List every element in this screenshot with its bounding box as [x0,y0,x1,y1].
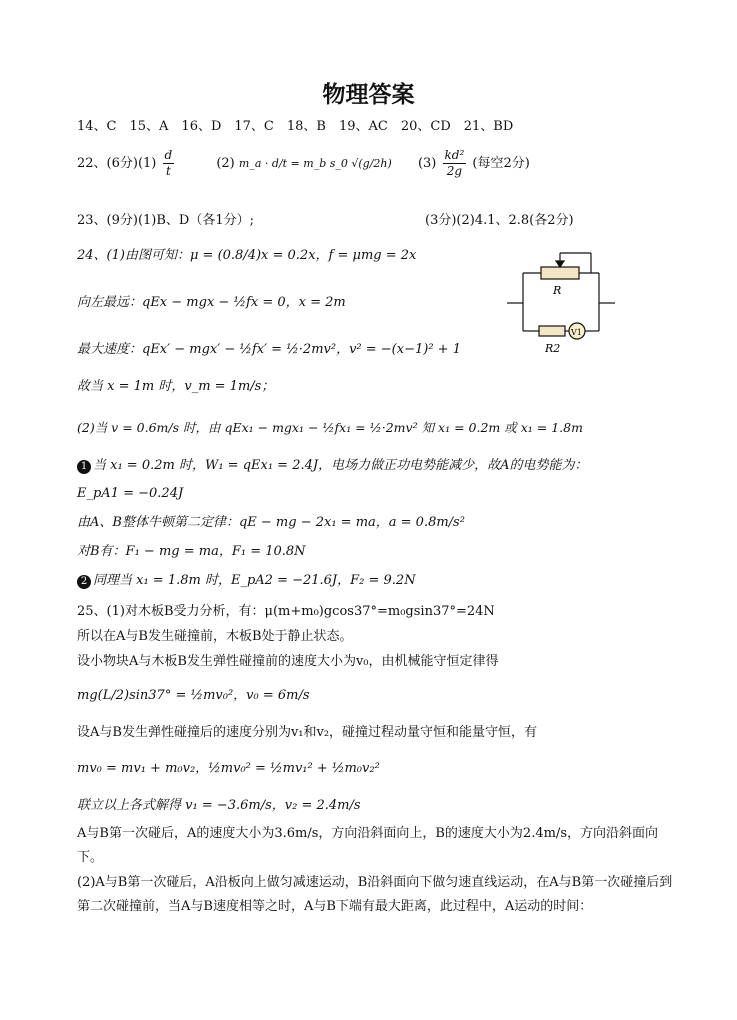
q23-line-left: 23、(9分)(1)B、D（各1分）; [77,213,254,228]
circuit-diagram [505,246,617,356]
circuit-label-r: R [553,284,562,297]
circuit-label-r2: R2 [545,342,561,355]
q25-line-1: 25、(1)对木板B受力分析，有：μ(m+m₀)gcos37°=m₀gsin37°=24N [77,604,495,619]
circled-number-2: 2 [77,575,91,589]
q25-line-4: mg(L/2)sin37° = ½mv₀²，v₀ = 6m/s [77,688,310,703]
q23-line-right: (3分)(2)4.1、2.8(各2分) [425,213,574,228]
q22-part3-num: kd² [444,148,465,162]
q24-line-3: 最大速度：qEx′ − mgx′ − ½fx′ = ½·2mv²，v² = −(x−1)² + 1 [77,342,461,357]
circuit-label-v: V1 [571,328,582,337]
q24-line-8: 由A、B整体牛顿第二定律：qE − mg − 2x₁ = ma，a = 0.8m/s² [77,515,465,530]
q24-line-1: 24、(1)由图可知：μ = (0.8/4)x = 0.2x，f = μmg = 2x [77,248,417,263]
q22-part2-label: (2) [216,156,235,171]
q22-part1-num: d [164,148,173,162]
q24-line-7: E_pA1 = −0.24J [77,486,184,501]
q24-line-6 [77,457,677,475]
page-title: 物理答案 [322,82,415,108]
q22-note: (每空2分) [472,156,530,171]
mc-answers: 14、C 15、A 16、D 17、C 18、B 19、AC 20、CD 21、BD [77,119,514,134]
q22-line [77,146,677,182]
q25-line-5: 设A与B发生弹性碰撞后的速度分别为v₁和v₂，碰撞过程动量守恒和能量守恒，有 [77,725,538,740]
q24-line-4: 故当 x = 1m 时，v_m = 1m/s； [77,379,275,394]
q24-line-10 [77,572,677,590]
q25-line-9: (2)A与B第一次碰后，A沿板向上做匀减速运动，B沿斜面向下做匀速直线运动，在A与B第一次碰撞后到第二次碰撞前，当A与B速度相等之时，A与B下端有最大距离，此过程中，A运动的时间： [77,875,673,914]
q24-line-5: (2)当 v = 0.6m/s 时，由 qEx₁ − mgx₁ − ½fx₁ = ½·2mv² 知 x₁ = 0.2m 或 x₁ = 1.8m [77,420,583,435]
q24-line-9: 对B有：F₁ − mg = ma，F₁ = 10.8N [77,544,306,559]
q25-line-6: mv₀ = mv₁ + m₀v₂，½mv₀² = ½mv₁² + ½m₀v₂² [77,761,380,776]
q25-line-7: 联立以上各式解得 v₁ = −3.6m/s，v₂ = 2.4m/s [77,798,361,813]
q22-prefix: 22、(6分)(1) [77,156,157,171]
q24-line-10-text: 同理当 x₁ = 1.8m 时，E_pA2 = −21.6J，F₂ = 9.2N [93,573,416,588]
q25-line-8: A与B第一次碰后，A的速度大小为3.6m/s，方向沿斜面向上，B的速度大小为2.4m/s，方向沿斜面向下。 [77,826,658,865]
q22-part3-fraction [443,148,467,179]
q24-line-2: 向左最远：qEx − mgx − ½fx = 0，x = 2m [77,295,346,310]
q25-line-2: 所以在A与B发生碰撞前，木板B处于静止状态。 [77,629,353,644]
q22-part1-den: t [165,164,171,178]
q22-part3-label: (3) [417,156,437,171]
q24-line-6-text: 当 x₁ = 0.2m 时，W₁ = qEx₁ = 2.4J，电场力做正功电势能减少，故A的电势能为： [93,458,588,473]
circled-number-1: 1 [77,460,91,474]
q22-part2-expr: m_a · d/t = m_b s_0 √(g/2h) [238,157,392,170]
q22-part3-den: 2g [446,164,463,178]
q25-line-3: 设小物块A与木板B发生弹性碰撞前的速度大小为v₀，由机械能守恒定律得 [77,654,499,669]
q22-part1-fraction [163,148,175,179]
